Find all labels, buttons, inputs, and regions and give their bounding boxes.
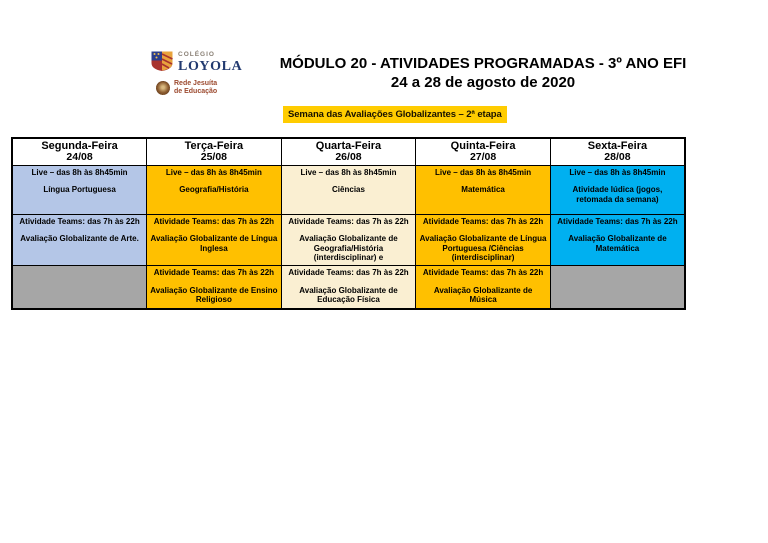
day-label: Quinta-Feira: [450, 140, 516, 152]
schedule-cell: [281, 266, 416, 310]
school-logo: [150, 50, 250, 97]
cell-activity: Matemática: [461, 185, 505, 195]
col-header-quinta: [416, 138, 551, 165]
day-label: Quarta-Feira: [315, 140, 382, 152]
schedule-table: [11, 137, 686, 310]
date-label: 26/08: [335, 151, 362, 164]
schedule-cell: [12, 214, 147, 265]
cell-time: Atividade Teams: das 7h às 22h: [288, 268, 409, 278]
teams-row: [12, 214, 685, 265]
schedule-cell: [416, 266, 551, 310]
cell-activity: Avaliação Globalizante de Língua Portuguesa /Ciências (interdisciplinar): [419, 234, 547, 263]
cell-activity: Avaliação Globalizante de Arte.: [20, 234, 139, 244]
schedule-cell: [147, 266, 282, 310]
cell-activity: Avaliação Globalizante de Música: [433, 285, 533, 305]
day-label: Segunda-Feira: [41, 140, 118, 152]
schedule-cell: [281, 214, 416, 265]
cell-activity: Ciências: [332, 185, 365, 195]
schedule-cell: [416, 214, 551, 265]
cell-time: Atividade Teams: das 7h às 22h: [153, 268, 275, 278]
subtitle-highlight: Semana das Avaliações Globalizantes – 2ª etapa: [283, 106, 507, 123]
cell-time: Live – das 8h às 8h45min: [165, 167, 262, 177]
col-header-quarta: [281, 138, 416, 165]
schedule-cell: [147, 214, 282, 265]
title-line2: 24 a 28 de agosto de 2020: [390, 73, 576, 91]
schedule-cell-empty: [550, 266, 685, 310]
cell-activity: Avaliação Globalizante de Língua Inglesa: [150, 234, 278, 253]
cell-activity: Avaliação Globalizante de Educação Física: [299, 285, 398, 305]
cell-time: Atividade Teams: das 7h às 22h: [557, 216, 678, 226]
schedule-cell: [416, 165, 551, 214]
cell-activity: Língua Portuguesa: [43, 185, 116, 195]
schedule-cell: [550, 214, 685, 265]
schedule-cell: [550, 165, 685, 214]
school-name: LOYOLA: [178, 59, 243, 74]
school-label: COLÉGIO: [178, 51, 215, 58]
cell-time: [554, 268, 681, 277]
date-label: 25/08: [200, 151, 228, 164]
cell-activity: Avaliação Globalizante de Matemática: [568, 234, 667, 253]
cell-activity: Atividade lúdica (jogos, retomada da semana): [572, 185, 663, 204]
cell-time: Atividade Teams: das 7h às 22h: [422, 216, 544, 226]
date-label: 28/08: [604, 151, 631, 164]
extra-teams-row: [12, 266, 685, 310]
live-row: [12, 165, 685, 214]
schedule-cell-empty: [12, 266, 147, 310]
cell-time: Live – das 8h às 8h45min: [300, 167, 397, 177]
cell-time: Atividade Teams: das 7h às 22h: [288, 216, 409, 226]
loyola-shield-icon: [150, 50, 174, 72]
cell-activity: Geografia/História: [179, 185, 249, 195]
col-header-segunda: [12, 138, 147, 165]
schedule-cell: [147, 165, 282, 214]
col-header-terca: [147, 138, 282, 165]
network-line1: Rede Jesuíta: [174, 80, 218, 87]
cell-time: Live – das 8h às 8h45min: [569, 167, 666, 177]
cell-activity: Avaliação Globalizante de Geografia/História (interdisciplinar) e: [299, 234, 398, 263]
date-label: 27/08: [469, 151, 497, 164]
schedule-cell: [281, 165, 416, 214]
day-label: Sexta-Feira: [587, 140, 648, 152]
schedule-cell: [12, 165, 147, 214]
cell-time: Live – das 8h às 8h45min: [435, 167, 532, 177]
cell-time: Atividade Teams: das 7h às 22h: [19, 216, 140, 226]
col-header-sexta: [550, 138, 685, 165]
title-line1: MÓDULO 20 - ATIVIDADES PROGRAMADAS - 3º ANO EFI: [279, 55, 687, 72]
cell-time: [16, 268, 143, 277]
date-label: 24/08: [66, 151, 93, 164]
cell-time: Atividade Teams: das 7h às 22h: [153, 216, 275, 226]
jesuit-seal-icon: [156, 81, 170, 95]
day-label: Terça-Feira: [184, 140, 244, 152]
header-row: [12, 138, 685, 165]
cell-activity: Avaliação Globalizante de Ensino Religioso: [150, 285, 278, 305]
network-name: [174, 80, 217, 97]
network-line2: de Educação: [174, 88, 218, 96]
cell-time: Live – das 8h às 8h45min: [31, 167, 128, 177]
cell-time: Atividade Teams: das 7h às 22h: [422, 268, 544, 278]
page-title: [240, 55, 726, 93]
